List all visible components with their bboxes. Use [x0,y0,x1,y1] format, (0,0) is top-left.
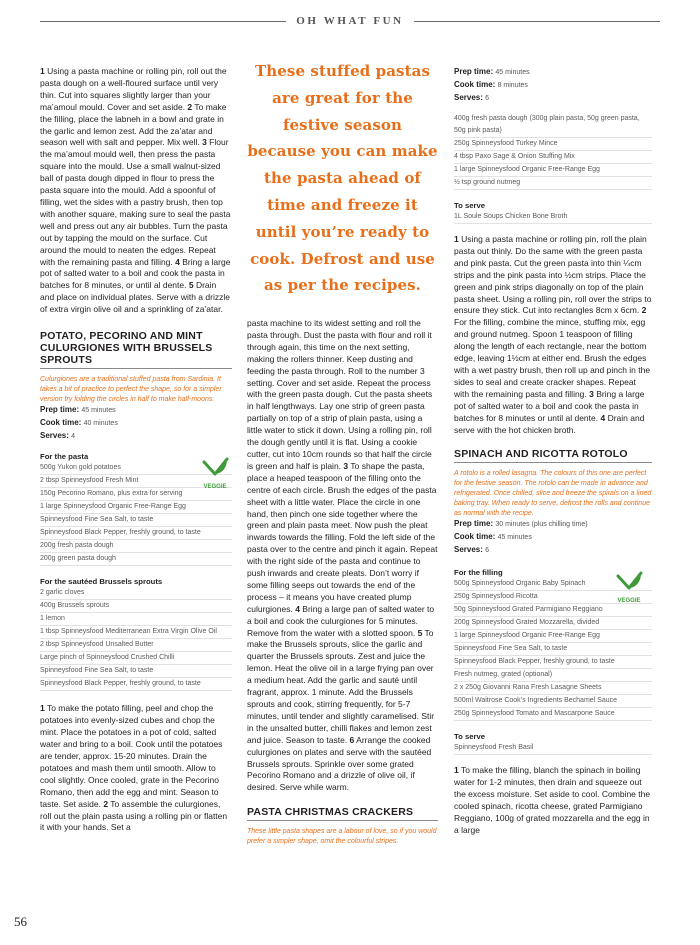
ingredient-item: 500ml Waitrose Cook’s Ingredients Bechamel Sauce [454,695,652,708]
step-text: pasta machine to its widest setting and roll the pasta through. Dust the pasta with flour and roll it through again, this time on the next setting, making the rollers thinner. Keep dusting and feeding the pasta through. Roll to the number 3 setting. Cover and set aside. Repeat the process with the green pasta dough. Cut the pasta sheets in half lengthways. Lay one strip of green pasta partially on top of a strip of plain pasta, using a little water to stick it down. Using a rolling pin, roll the dough gently until it is flat. Using a cookie cutter, cut into 10cm rounds so that half the circle is green and half is plain. [247,318,433,471]
ingredient-item: Spinneysfood Black Pepper, freshly ground, to taste [40,678,232,691]
veggie-label: VEGGIE [203,484,227,490]
leaf-check-icon [200,456,230,492]
ingredient-item: 2 tbsp Spinneysfood Fresh Mint [40,475,232,488]
ingredient-item: 250g Spinneysfood Turkey Mince [454,138,652,151]
ingredient-item: 400g Brussels sprouts [40,600,232,613]
ingredient-item: Fresh nutmeg, grated (optional) [454,669,652,682]
veggie-label: VEGGIE [617,598,641,604]
page-number: 56 [14,914,27,929]
header-rule-right [414,21,660,22]
ingredient-item: 1 lemon [40,613,232,626]
header-rule-left [40,21,286,22]
cracker-ingredients [454,113,652,190]
ingredient-item: Spinneysfood Fine Sea Salt, to taste [40,665,232,678]
prep-time: Prep time: 30 minutes (plus chilling time) [454,519,588,529]
step-text: To make the Brussels sprouts, slice the garlic and quarter the Brussels sprouts. Zest and juice the lemon. Heat the olive oil in a large frying pan over a medium heat. Add the garlic and sauté until fragrant, approx. 1 minute. Add the Brussels sprouts and cook, stirring frequently, for 5-7 minutes, until tender and slightly caramelised. Stir in the unsalted butter, chilli flakes and lemon zest and juice. Season to taste. [247,627,435,745]
step-number: 5 [188,280,194,291]
title-rule [40,368,232,369]
cook-time: Cook time: 8 minutes [454,80,528,89]
ingredient-item: 200g Spinneysfood Grated Mozzarella, divided [454,617,652,630]
step-text: To make the filling, place the labneh in a bowl and grate in the garlic and lemon zest. Add the za’atar and season well with salt and pepper. Mix well. [40,101,227,148]
column-1 [40,66,232,834]
ingredient-item: 2 garlic cloves [40,587,232,600]
step-number: 2 [103,798,109,809]
ingredient-item: Large pinch of Spinneysfood Crushed Chilli [40,652,232,665]
step-number: 2 [641,305,647,316]
step-number: 5 [417,627,423,638]
step-number: 3 [589,388,594,399]
ingredient-item: 250g Spinneysfood Tomato and Mascarpone Sauce [454,708,652,721]
ingredient-item: 1 large Spinneysfood Organic Free-Range Egg [40,501,232,514]
step-text: To make the filling, blanch the spinach in boiling water for 1-2 minutes, then drain and squeeze out the excess moisture. Set aside to cool. Combine the cooled spinach, ricotta cheese, grated Parmigiano Reggiano, 100g of grated mozzarella and the egg in a large [454,765,651,835]
prep-time: Prep time: 45 minutes [40,405,116,415]
ingredient-item: 400g fresh pasta dough (300g plain pasta, 50g green pasta, 50g pink pasta) [454,113,652,138]
step-number: 4 [295,603,300,614]
rotolo-serve [454,742,652,755]
serve-heading: To serve [454,732,486,742]
filling-heading: For the filling [454,568,503,578]
culurgiones-method-start [40,703,232,834]
rotolo-method [454,765,652,836]
step-number: 1 [454,234,459,244]
recipe-intro: Culurgiones are a traditional stuffed pasta from Sardinia. It takes a bit of practice to perfect the shape, so for a simpler version try folding the circles in half to make half-moons. [40,376,222,403]
ingredient-item: 500g Yukon gold potatoes [40,462,232,475]
recipe-intro: A rotolo is a rolled lasagna. The colours of this one are perfect for the festive season. The rotolo can be made in advance and refrigerated. Once chilled, slice and freeze the spirals on a lined baking tray. When ready to serve, defrost the rolls and continue as normal with the recipe. [454,470,652,517]
ingredient-item: Spinneysfood Black Pepper, freshly ground, to taste [40,527,232,540]
ingredient-item: Spinneysfood Black Pepper, freshly ground, to taste [454,656,652,669]
ingredient-item: 50g Spinneysfood Grated Parmigiano Reggiano [454,604,652,617]
step-number: 1 [40,66,45,76]
step-text: Using a pasta machine or rolling pin, roll out the pasta dough on a well-floured surface until very thin. Cut into squares slightly larger than your ma’amoul mould. Cover and set aside. [40,66,227,112]
labneh-method [40,66,232,316]
step-text: Arrange the cooked culurgiones on plates and serve with the sautéed Brussels sprouts. Sprinkle over some grated Pecorino Romano and a drizzle of olive oil, if desired. Serve while warm. [247,734,432,793]
step-text: Flour the ma’amoul mould well, then press the pasta square into the mould. Use a small walnut-sized ball of pasta dough dipped in flour to press the pasta square into the mould. Add a spoonful of filling, wet the sides with a pastry brush, then top with another square, making sure to seal the pasta well and press out any air bubbles. Turn the pasta out by tapping the mould on the surface. Cut around the mould to neaten the edges. Repeat with the remaining pasta and filling. [40,137,231,267]
step-text: To assemble the culurgiones, roll out the plain pasta using a rolling pin or flatten it with your hands. Set a [40,798,228,833]
section-title: OH WHAT FUN [296,15,404,27]
ingredient-item: 200g green pasta dough [40,553,232,566]
ingredient-item: 150g Pecorino Romano, plus extra for serving [40,488,232,501]
step-number: 3 [343,460,349,471]
step-text: Using a pasta machine or rolling pin, roll the plain pasta out thinly. Do the same with the green pasta and pink pasta. Cut the green pasta into thin ¼cm strips and the pink pasta into ½cm strips. Place the green and pink strips diagonally on top of the plain pasta sheet. Using a rolling pin, roll over the strips to ensure they stick. Cut into rectangles 8cm x 6cm. [454,234,652,316]
step-text: Bring a large pot of salted water to a boil and cook the pasta in batches for 8 minutes or until al dente. [454,388,645,423]
serves: Serves: 6 [454,93,490,102]
ingredient-item: 2 tbsp Spinneysfood Unsalted Butter [40,639,232,652]
serves: Serves: 4 [40,431,76,441]
rotolo-ingredients [454,578,652,721]
ingredient-item: Spinneysfood Fine Sea Salt, to taste [40,514,232,527]
recipe-title: SPINACH AND RICOTTA ROTOLO [454,448,628,461]
step-text: Bring a large pan of salted water to a boil and cook the culurgiones for 5 minutes. Remove from the water with a slotted spoon. [247,603,435,638]
ingredient-item: 1L Soule Soups Chicken Bone Broth [454,211,652,224]
serves: Serves: 6 [454,545,490,555]
ingredient-item: Spinneysfood Fresh Basil [454,742,652,755]
page-header [40,14,660,28]
step-number: 1 [454,765,459,776]
prep-time: Prep time: 45 minutes [454,67,530,76]
serve-heading: To serve [454,201,486,210]
step-number: 2 [187,101,193,112]
pasta-heading: For the pasta [40,452,89,462]
step-number: 3 [202,137,207,148]
ingredient-item: ½ tsp ground nutmeg [454,177,652,190]
cracker-method [454,234,652,436]
step-text: To shape the pasta, place a heaped teaspoon of the filling onto the centre of each circle. Brush the edges of the pasta sheet with a little water. Place the circle in one hand, then pinch one side together where the green and plain pasta meet. Now push the pleat inwards towards the filling. Fold the left side of the pasta over to the centre and pinch it again. Repeat with the right side of the pasta and continue to push inwards and create pleats. Don’t worry if some filling seeps out towards the end of the process – it means you have created plump culurgiones. [247,460,438,614]
sprouts-heading: For the sautéed Brussels sprouts [40,577,163,587]
recipe-intro: These little pasta shapes are a labour of love, so if you would prefer a simpler shape, omit the colourful stripes. [247,828,437,846]
cracker-serve [454,211,652,224]
ingredient-item: 2 x 250g Giovanni Rana Fresh Lasagne Sheets [454,682,652,695]
cook-time: Cook time: 45 minutes [454,532,532,542]
pull-quote: These stuffed pastas are great for the festive season because you can make the pasta ahead of time and freeze it until you’re ready to cook. Defrost and use as per the recipes. [247,62,438,295]
step-number: 4 [175,256,180,267]
step-text: For the filling, combine the mince, stuffing mix, egg and ground nutmeg. Spoon 1 teaspoon of filling along the length of each rectangle, near the bottom edge, leaving 1½cm at either end. Brush the edges with a wet pastry brush, then roll up and pinch in the sides to seal and create cracker shapes. Repeat with the remaining pasta and filling. [454,317,651,399]
ingredient-item: 500g Spinneysfood Organic Baby Spinach [454,578,652,591]
step-number: 4 [600,412,606,423]
sprouts-ingredients [40,587,232,691]
step-text: To make the potato filling, peel and chop the potatoes into evenly-sized cubes and chop the mint. Place the potatoes in a pot of cold, salted water and bring to a boil. Cook until the potatoes are tender, approx. 15-20 minutes. Drain the potatoes and mash them until smooth. Allow to cool slightly. Once cooled, grate in the Pecorino Romano, then add the egg and mint. Season to taste. Set aside. [40,703,223,809]
ingredient-item: 1 large Spinneysfood Organic Free-Range Egg [454,164,652,177]
ingredient-item: Spinneysfood Fine Sea Salt, to taste [454,643,652,656]
ingredient-item: 4 tbsp Paxo Sage & Onion Stuffing Mix [454,151,652,164]
ingredient-item: 1 tbsp Spinneysfood Mediterranean Extra Virgin Olive Oil [40,626,232,639]
ingredient-item: 200g fresh pasta dough [40,540,232,553]
step-text: Bring a large pot of salted water to a boil and cook the pasta in batches for 8 minutes, or until al dente. [40,256,231,291]
title-rule [454,462,652,463]
recipe-title: PASTA CHRISTMAS CRACKERS [247,806,414,819]
column-2 [247,318,438,847]
step-number: 1 [40,703,45,714]
column-3 [454,66,652,837]
ingredient-item: 250g Spinneysfood Ricotta [454,591,652,604]
cook-time: Cook time: 40 minutes [40,418,118,428]
recipe-title: POTATO, PECORINO AND MINT CULURGIONES WITH BRUSSELS SPROUTS [40,330,213,367]
culurgiones-method-cont [247,318,438,794]
veggie-badge [200,456,230,492]
step-text: Drain and place on individual plates. Serve with a drizzle of extra virgin olive oil and a sprinkling of za’atar. [40,280,230,315]
title-rule [247,820,438,821]
step-number: 6 [349,734,355,745]
step-text: Drain and serve with the hot chicken broth. [454,412,645,435]
ingredient-item: 1 large Spinneysfood Organic Free-Range Egg [454,630,652,643]
